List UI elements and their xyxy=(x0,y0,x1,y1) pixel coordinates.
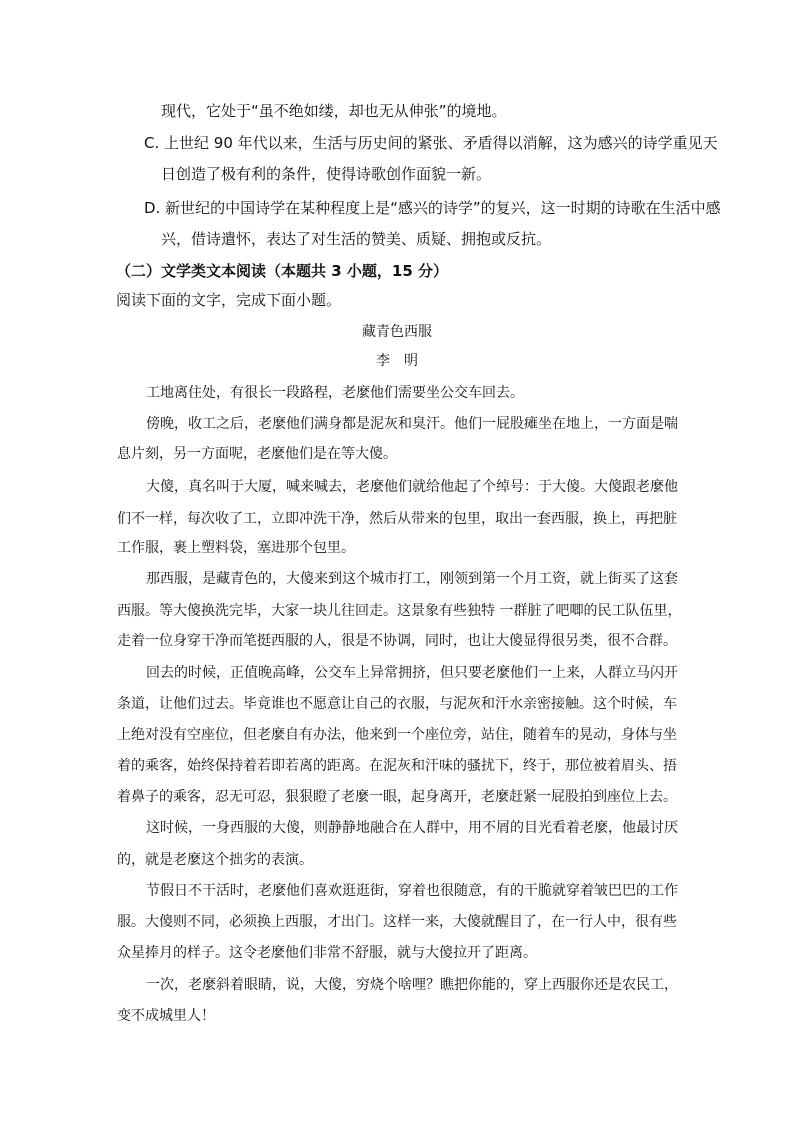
story-line: 上绝对没有空座位，但老麼自有办法，他来到一个座位旁，站住，随着车的晃动，身体与坐 xyxy=(117,727,677,743)
option-c-line-1: C. 上世纪 90 年代以来，生活与历史间的紧张、矛盾得以消解，这为感兴的诗学重见天 xyxy=(144,134,718,152)
story-line: 条道，让他们过去。毕竟谁也不愿意让自己的衣服，与泥灰和汗水亲密接触。这个时候，车 xyxy=(117,696,677,712)
section-instruction: 阅读下面的文字，完成下面小题。 xyxy=(116,291,342,309)
story-line: 那西服，是藏青色的，大傻来到这个城市打工，刚领到第一个月工资，就上街买了这套 xyxy=(146,571,678,587)
story-line: 的，就是老麼这个拙劣的表演。 xyxy=(117,852,313,868)
story-author: 李 明 xyxy=(376,353,418,369)
story-line: 大傻，真名叫于大厦，喊来喊去，老麼他们就给他起了个绰号：于大傻。大傻跟老麼他 xyxy=(146,479,678,495)
story-line: 变不成城里人！ xyxy=(117,1008,215,1024)
story-title: 藏青色西服 xyxy=(362,324,432,340)
story-line: 服。大傻则不同，必须换上西服，才出门。这样一来，大傻就醒目了，在一行人中，很有些 xyxy=(117,914,677,930)
story-line: 傍晚，收工之后，老麼他们满身都是泥灰和臭汗。他们一屁股瘫坐在地上，一方面是喘 xyxy=(146,416,678,432)
story-line: 这时候，一身西服的大傻，则静静地融合在人群中，用不屑的目光看着老麼，他最讨厌 xyxy=(146,820,678,836)
section-heading: （二）文学类文本阅读（本题共 3 小题，15 分） xyxy=(116,262,448,280)
story-line: 回去的时候，正值晚高峰，公交车上异常拥挤，但只要老麼他们一上来，人群立马闪开 xyxy=(146,665,678,681)
story-line: 着的乘客，始终保持着若即若离的距离。在泥灰和汗味的骚扰下，终于，那位被着眉头、捂 xyxy=(117,758,677,774)
story-line: 着鼻子的乘客，忍无可忍，狠狠瞪了老麼一眼，起身离开，老麼赶紧一屁股拍到座位上去。 xyxy=(117,789,677,805)
story-line: 工地离住处，有很长一段路程，老麼他们需要坐公交车回去。 xyxy=(146,385,524,401)
story-line: 节假日不干活时，老麼他们喜欢逛逛街，穿着也很随意，有的干脆就穿着皱巴巴的工作 xyxy=(146,883,678,899)
story-line: 们不一样，每次收了工，立即冲洗干净，然后从带来的包里，取出一套西服，换上，再把脏 xyxy=(117,511,677,527)
story-line: 众星捧月的样子。这令老麼他们非常不舒服，就与大傻拉开了距离。 xyxy=(117,945,537,961)
option-c-line-2: 日创造了极有利的条件，使得诗歌创作面貌一新。 xyxy=(161,165,492,183)
story-line: 一次，老麼斜着眼睛，说，大傻，穷烧个啥哩？瞧把你能的，穿上西服你还是农民工， xyxy=(146,977,678,993)
story-line: 走着一位身穿干净而笔挺西服的人，很是不协调，同时，也让大傻显得很另类，很不合群。 xyxy=(117,633,677,649)
option-b-continuation: 现代，它处于“虽不绝如缕，却也无从伸张”的境地。 xyxy=(161,102,507,120)
option-d-line-2: 兴，借诗遣怀，表达了对生活的赞美、质疑、拥抱或反抗。 xyxy=(161,230,552,248)
story-line: 工作服，裹上塑料袋，塞进那个包里。 xyxy=(117,540,355,556)
story-line: 西服。等大傻换洗完毕，大家一块儿往回走。这景象有些独特 一群脏了吧唧的民工队伍里， xyxy=(117,603,682,619)
option-d-line-1: D. 新世纪的中国诗学在某种程度上是“感兴的诗学”的复兴，这一时期的诗歌在生活中感 xyxy=(144,199,721,217)
story-line: 息片刻，另一方面呢，老麼他们是在等大傻。 xyxy=(117,446,397,462)
